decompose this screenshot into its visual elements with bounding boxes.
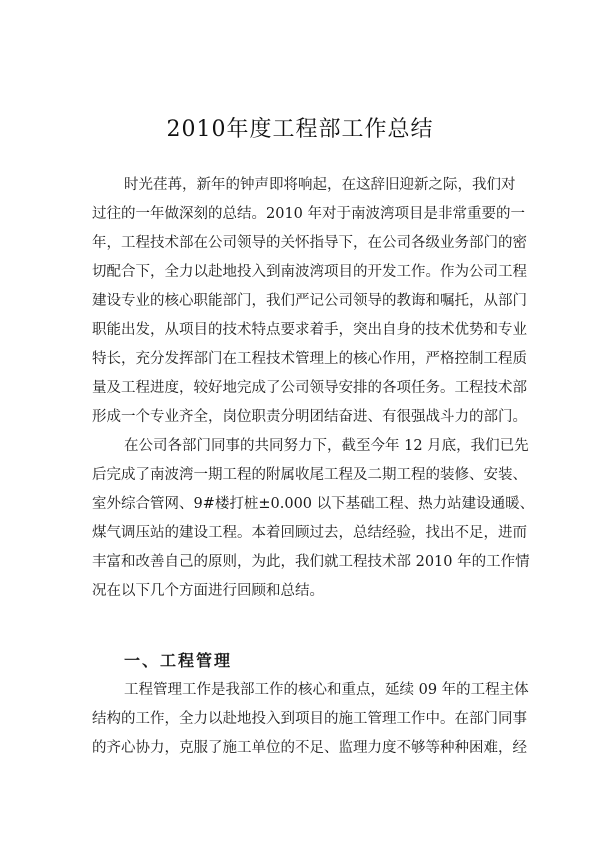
document-title: 2010年度工程部工作总结: [166, 117, 434, 142]
text-line: 室外综合管网、9#楼打桩±0.000 以下基础工程、热力站建设通暖、: [92, 496, 535, 512]
text-line: 煤气调压站的建设工程。本着回顾过去，总结经验，找出不足，进而: [92, 525, 527, 541]
text-line: 量及工程进度，较好地完成了公司领导安排的各项任务。工程技术部: [92, 380, 527, 396]
paragraph-progress: [92, 432, 535, 606]
text-line: 形成一个专业齐全，岗位职责分明团结奋进、有很强战斗力的部门。: [92, 409, 527, 425]
text-line: 建设专业的核心职能部门，我们严记公司领导的教诲和嘱托，从部门: [92, 293, 527, 309]
text-line: 过往的一年做深刻的总结。2010 年对于南波湾项目是非常重要的一: [92, 206, 526, 222]
text-line: 在公司各部门同事的共同努力下，截至今年 12 月底，我们已先: [124, 438, 529, 454]
text-line: 工程管理工作是我部工作的核心和重点，延续 09 年的工程主体: [124, 682, 529, 698]
text-line: 时光荏苒，新年的钟声即将响起，在这辞旧迎新之际，我们对: [124, 177, 516, 193]
paragraph-engineering-management: [92, 676, 529, 763]
text-line: 职能出发，从项目的技术特点要求着手，突出自身的技术优势和专业: [92, 322, 527, 338]
text-line: 结构的工作，全力以赴地投入到项目的施工管理工作中。在部门同事: [92, 711, 527, 727]
text-line: 后完成了南波湾一期工程的附属收尾工程及二期工程的装修、安装、: [92, 467, 527, 483]
paragraph-intro: [92, 171, 527, 432]
text-line: 年，工程技术部在公司领导的关怀指导下，在公司各级业务部门的密: [92, 235, 527, 251]
text-line: 况在以下几个方面进行回顾和总结。: [92, 583, 324, 599]
text-line: 丰富和改善自己的原则，为此，我们就工程技术部 2010 年的工作情: [92, 554, 530, 570]
section-heading: 一、工程管理: [124, 651, 233, 670]
text-line: 切配合下，全力以赴地投入到南波湾项目的开发工作。作为公司工程: [92, 264, 527, 280]
text-line: 特长，充分发挥部门在工程技术管理上的核心作用，严格控制工程质: [92, 351, 527, 367]
text-line: 的齐心协力，克服了施工单位的不足、监理力度不够等种种困难，经: [92, 740, 527, 756]
